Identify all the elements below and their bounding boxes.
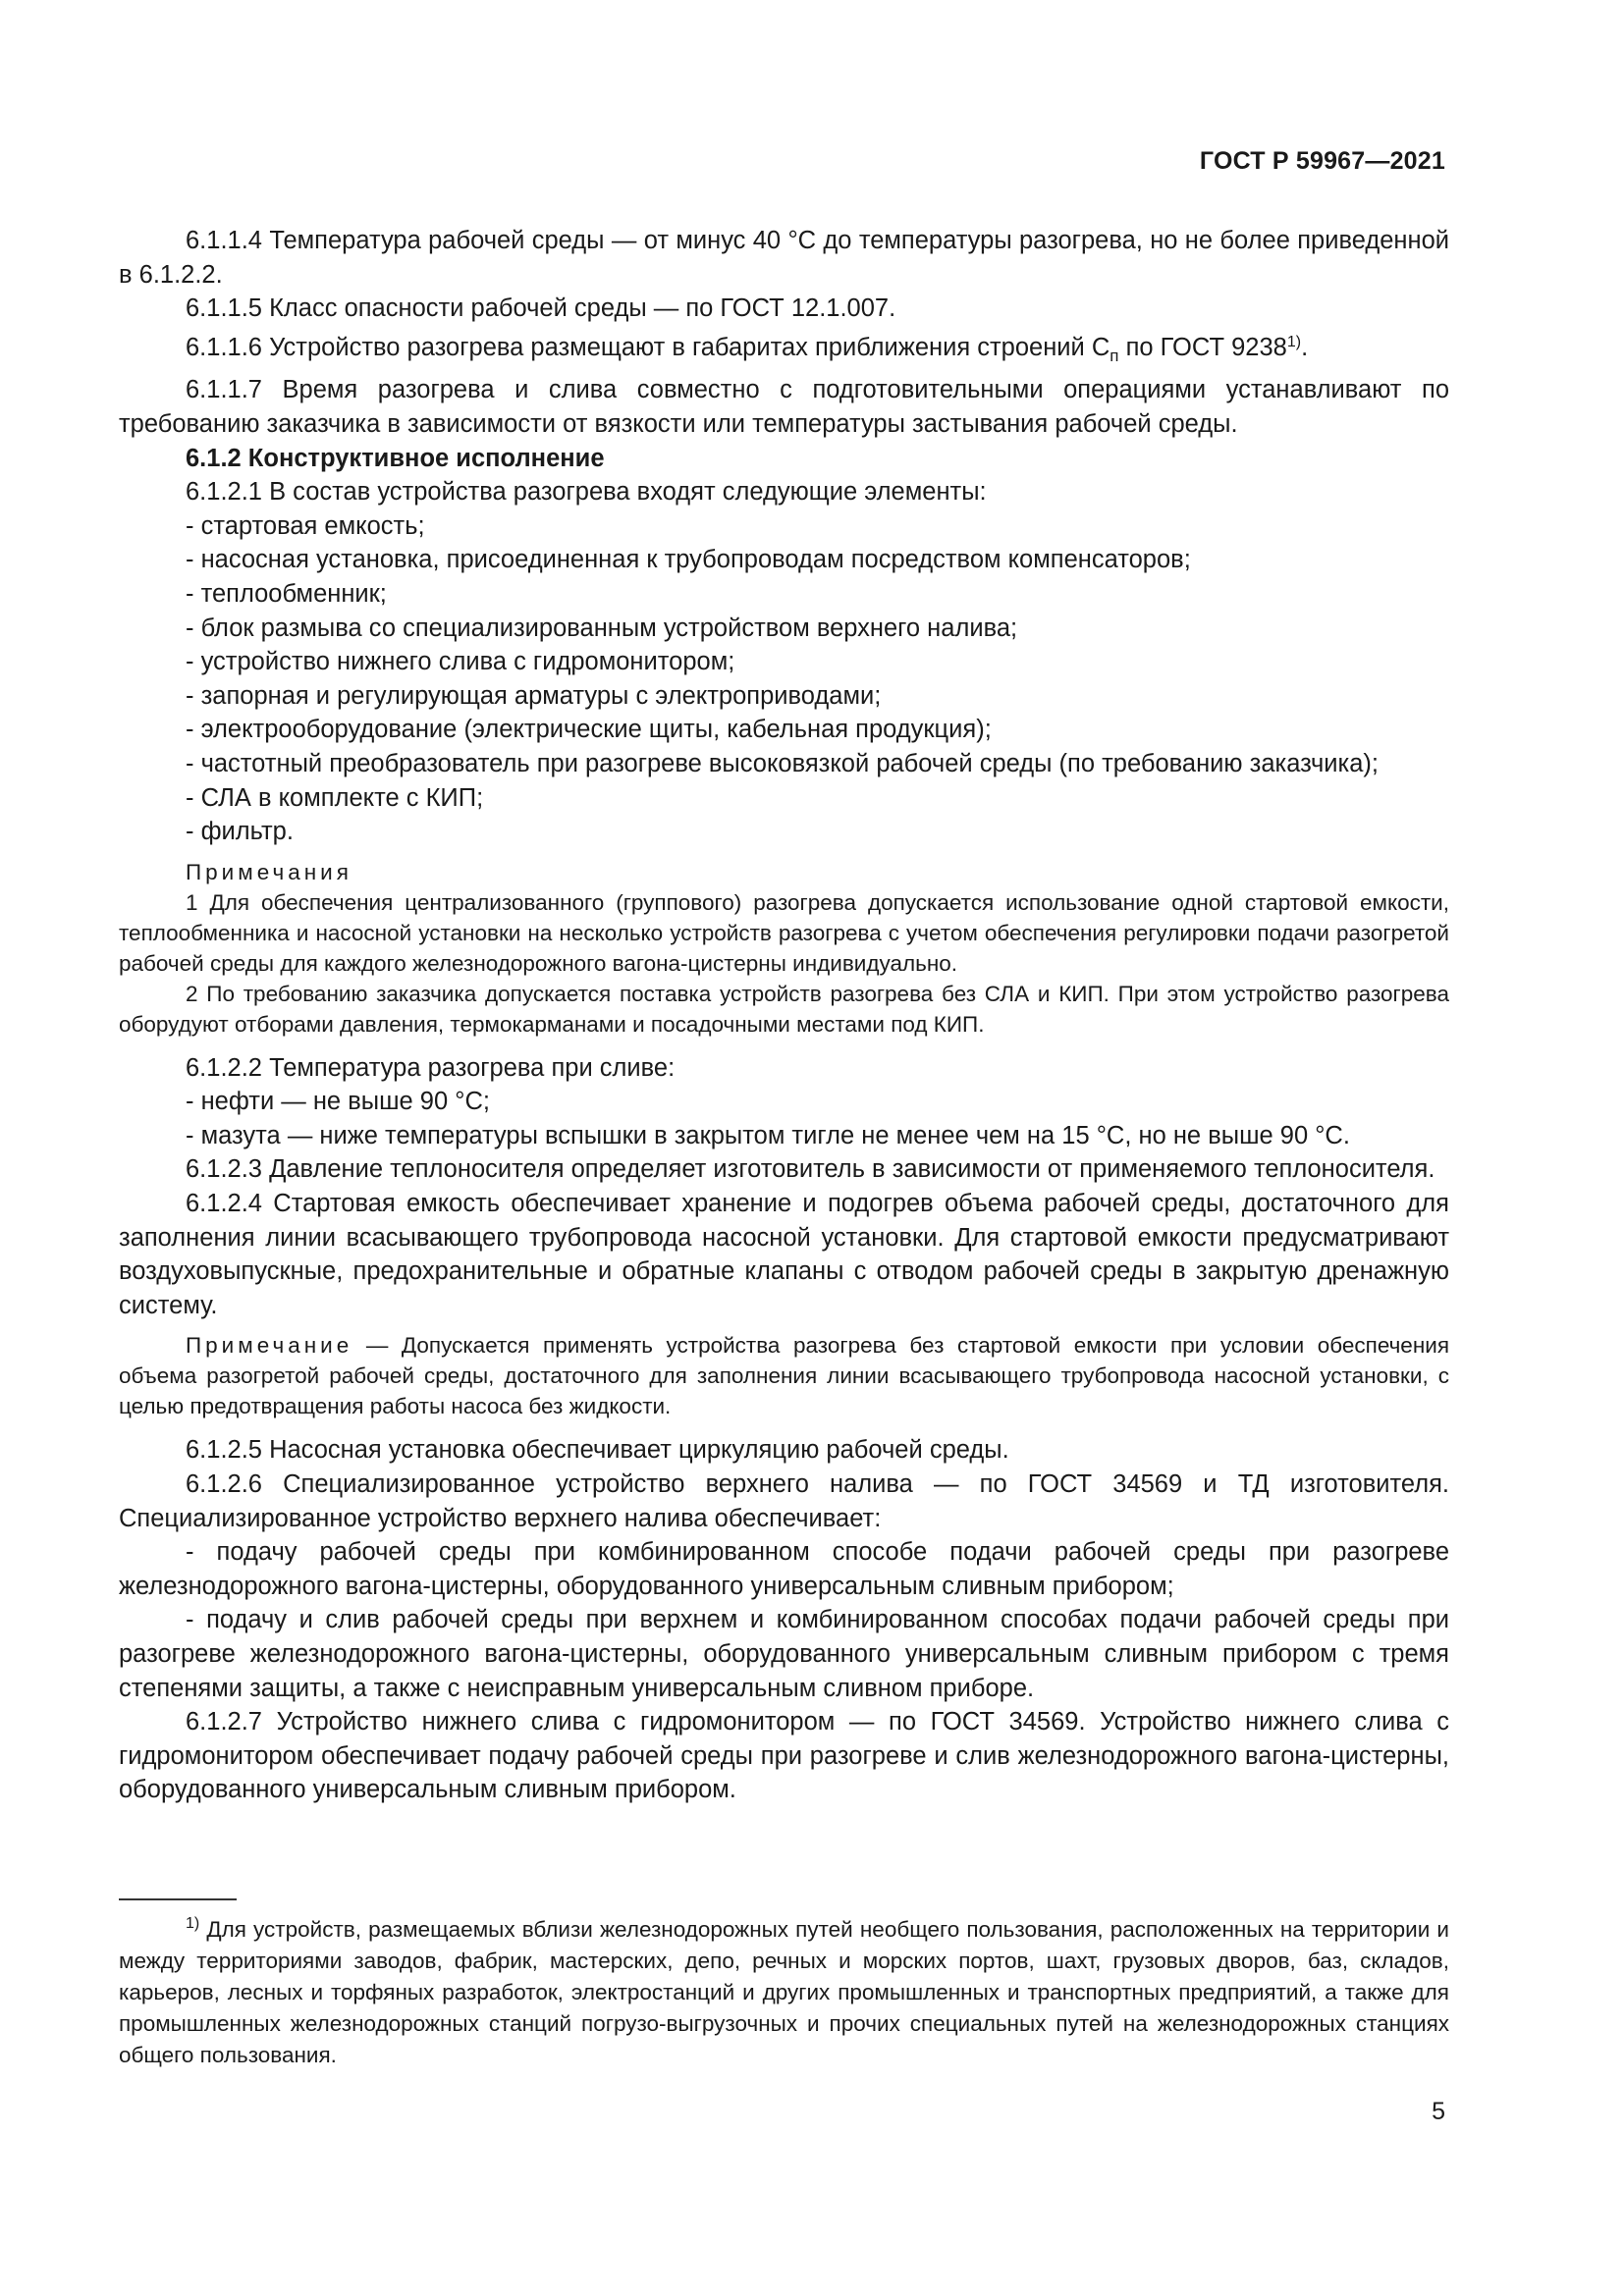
list-item: - СЛА в комплекте с КИП; [186, 783, 484, 812]
note: Примечание — Допускается применять устройства разогрева без стартовой емкости при условии обеспечения объема разогретой рабочей среды, достаточного для заполнения линии всасывающего трубопровода насосной установки, с целью предотвращения работы насоса без жидкости. [119, 1333, 1449, 1419]
clause-6-1-2-5: 6.1.2.5 Насосная установка обеспечивает циркуляцию рабочей среды. [186, 1436, 1009, 1465]
list-item: - частотный преобразователь при разогреве высоковязкой рабочей среды (по требованию заказчика); [186, 749, 1379, 777]
note-item: 2 По требованию заказчика допускается поставка устройств разогрева без СЛА и КИП. При этом устройство разогрева оборудуют отборами давления, термокарманами и посадочными местами под КИП. [119, 981, 1449, 1037]
document-header: ГОСТ Р 59967—2021 [1199, 147, 1445, 175]
clause-6-1-2-3: 6.1.2.3 Давление теплоносителя определяет изготовитель в зависимости от применяемого теплоносителя. [186, 1155, 1435, 1184]
note-label: Примечание [186, 1333, 353, 1359]
list-item: - теплообменник; [186, 579, 387, 608]
note-item: 1 Для обеспечения централизованного (группового) разогрева допускается использование одной стартовой емкости, теплообменника и насосной установки на несколько устройств разогрева с учетом обеспечения регулировки подачи разогретой рабочей среды для каждого железнодорожного вагона-цистерны индивидуально. [119, 889, 1449, 976]
footnote-marker: 1) [186, 1915, 200, 1932]
clause-6-1-2-6: 6.1.2.6 Специализированное устройство верхнего налива — по ГОСТ 34569 и ТД изготовителя. Специализированное устройство верхнего налива обеспечивает: [119, 1470, 1449, 1532]
list-item: - нефти — не выше 90 °С; [186, 1088, 490, 1116]
list-item: - мазута — ниже температуры вспышки в закрытом тигле не менее чем на 15 °С, но не выше 90 °С. [186, 1121, 1350, 1149]
clause-6-1-1-6: 6.1.1.6 Устройство разогрева размещают в габаритах приближения строений $С_п$ по ГОСТ 9238$^{1)}$. [186, 333, 1309, 365]
list-item: - запорная и регулирующая арматуры с электроприводами; [186, 681, 882, 710]
main-text [119, 224, 1449, 1807]
section-heading-6-1-2: 6.1.2 Конструктивное исполнение [186, 444, 605, 472]
list-item: - насосная установка, присоединенная к трубопроводам посредством компенсаторов; [186, 546, 1191, 574]
notes-block [119, 857, 1449, 1040]
notes-title: Примечания [186, 859, 352, 884]
footnote-divider [119, 1898, 237, 1900]
clause-6-1-2-1: 6.1.2.1 В состав устройства разогрева входят следующие элементы: [186, 478, 987, 507]
footnote-text: $^{1)}$ Для устройств, размещаемых вблизи железнодорожных путей необщего пользования, расположенных на территории и между территориями заводов, фабрик, мастерских, депо, речных и морских портов, шахт, грузовых дворов, баз, складов, карьеров, лесных и торфяных разработок, электростанций и других промышленных и транспортных предприятий, а также для промышленных железнодорожных станций погрузо-выгрузочных и прочих специальных путей на железнодорожных станциях общего пользования. [119, 1915, 1449, 2067]
subscript: п [1110, 346, 1119, 365]
list-item: - подачу рабочей среды при комбинированном способе подачи рабочей среды при разогреве железнодорожного вагона-цистерны, оборудованного универсальным сливным прибором; [119, 1538, 1449, 1600]
footnote [119, 1908, 1449, 2071]
list-item: - подачу и слив рабочей среды при верхнем и комбинированном способах подачи рабочей среды при разогреве железнодорожного вагона-цистерны, оборудованного универсальным сливным прибором с тремя степенями защиты, а также с неисправным универсальным сливном приборе. [119, 1606, 1449, 1702]
note-block [119, 1330, 1449, 1421]
clause-6-1-1-4: 6.1.1.4 Температура рабочей среды — от минус 40 °С до температуры разогрева, но не более приведенной в 6.1.2.2. [119, 227, 1449, 289]
list-item: - фильтр. [186, 818, 294, 846]
list-item: - блок размыва со специализированным устройством верхнего налива; [186, 614, 1018, 642]
clause-6-1-1-5: 6.1.1.5 Класс опасности рабочей среды — по ГОСТ 12.1.007. [186, 294, 896, 323]
clause-6-1-1-7: 6.1.1.7 Время разогрева и слива совместно с подготовительными операциями устанавливают по требованию заказчика в зависимости от вязкости или температуры застывания рабочей среды. [119, 376, 1449, 438]
clause-6-1-2-2: 6.1.2.2 Температура разогрева при сливе: [186, 1053, 676, 1082]
clause-6-1-2-4: 6.1.2.4 Стартовая емкость обеспечивает хранение и подогрев объема рабочей среды, достаточного для заполнения линии всасывающего трубопровода насосной установки. Для стартовой емкости предусматривают воздуховыпускные, предохранительные и обратные клапаны с отводом рабочей среды в закрытую дренажную систему. [119, 1190, 1449, 1319]
list-item: - электрооборудование (электрические щиты, кабельная продукция); [186, 716, 992, 744]
page-number: 5 [1432, 2098, 1445, 2125]
list-item: - устройство нижнего слива с гидромонитором; [186, 648, 735, 676]
list-item: - стартовая емкость; [186, 511, 425, 540]
clause-6-1-2-7: 6.1.2.7 Устройство нижнего слива с гидромонитором — по ГОСТ 34569. Устройство нижнего слива с гидромонитором обеспечивает подачу рабочей среды при разогреве и слив железнодорожного вагона-цистерны, оборудованного универсальным сливным прибором. [119, 1708, 1449, 1804]
footnote-reference: 1) [1286, 333, 1302, 350]
